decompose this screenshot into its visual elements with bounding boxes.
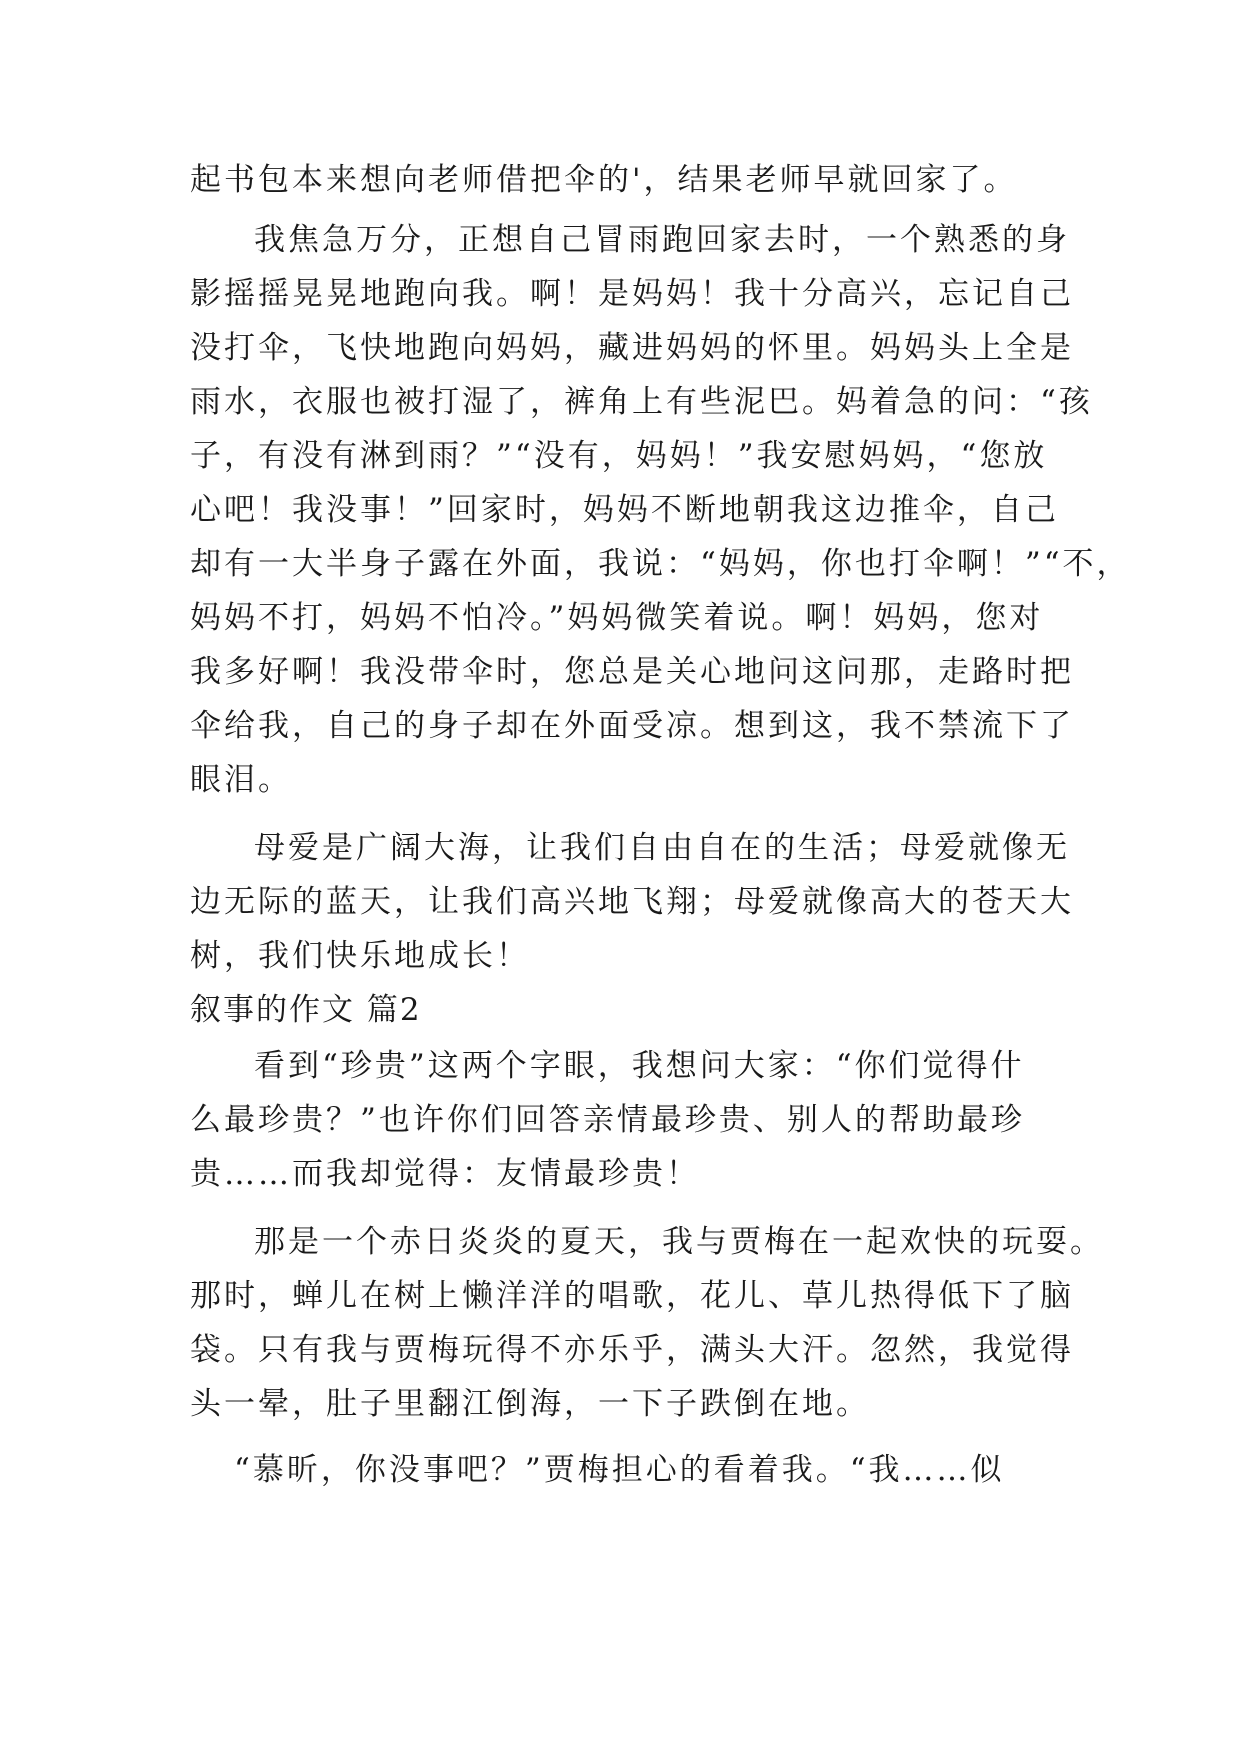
text-line: 看到“珍贵”这两个字眼，我想问大家：“你们觉得什 — [254, 1048, 1025, 1084]
text-line: 么最珍贵？”也许你们回答亲情最珍贵、别人的帮助最珍 — [190, 1102, 1025, 1138]
text-line: 那时，蝉儿在树上懒洋洋的唱歌，花儿、草儿热得低下了脑 — [190, 1278, 1074, 1314]
text-line: 雨水，衣服也被打湿了，裤角上有些泥巴。妈着急的问：“孩 — [190, 384, 1093, 420]
text-line: 头一晕，肚子里翻江倒海，一下子跌倒在地。 — [190, 1386, 870, 1422]
text-line: 母爱是广阔大海，让我们自由自在的生活；母爱就像无 — [254, 830, 1070, 866]
text-line: 子，有没有淋到雨？”“没有，妈妈！”我安慰妈妈，“您放 — [190, 438, 1048, 474]
text-line: 却有一大半身子露在外面，我说：“妈妈，你也打伞啊！”“不， — [190, 546, 1131, 582]
text-line: 伞给我，自己的身子却在外面受凉。想到这，我不禁流下了 — [190, 708, 1074, 744]
text-line: “慕昕，你没事吧？”贾梅担心的看着我。“我……似 — [234, 1452, 1005, 1488]
text-line: 起书包本来想向老师借把伞的'，结果老师早就回家了。 — [190, 162, 1018, 198]
text-line: 贵……而我却觉得：友情最珍贵！ — [190, 1156, 700, 1192]
section-heading: 叙事的作文 篇2 — [190, 992, 422, 1028]
text-line: 影摇摇晃晃地跑向我。啊！是妈妈！我十分高兴，忘记自己 — [190, 276, 1074, 312]
text-line: 眼泪。 — [190, 762, 292, 798]
text-line: 心吧！我没事！”回家时，妈妈不断地朝我这边推伞，自己 — [190, 492, 1059, 528]
text-line: 袋。只有我与贾梅玩得不亦乐乎，满头大汗。忽然，我觉得 — [190, 1332, 1074, 1368]
text-line: 那是一个赤日炎炎的夏天，我与贾梅在一起欢快的玩耍。 — [254, 1224, 1104, 1260]
text-line: 边无际的蓝天，让我们高兴地飞翔；母爱就像高大的苍天大 — [190, 884, 1074, 920]
text-line: 没打伞，飞快地跑向妈妈，藏进妈妈的怀里。妈妈头上全是 — [190, 330, 1074, 366]
text-line: 我多好啊！我没带伞时，您总是关心地问这问那，走路时把 — [190, 654, 1074, 690]
text-line: 妈妈不打，妈妈不怕冷。”妈妈微笑着说。啊！妈妈，您对 — [190, 600, 1044, 636]
text-line: 我焦急万分，正想自己冒雨跑回家去时，一个熟悉的身 — [254, 222, 1070, 258]
text-line: 树，我们快乐地成长！ — [190, 938, 530, 974]
